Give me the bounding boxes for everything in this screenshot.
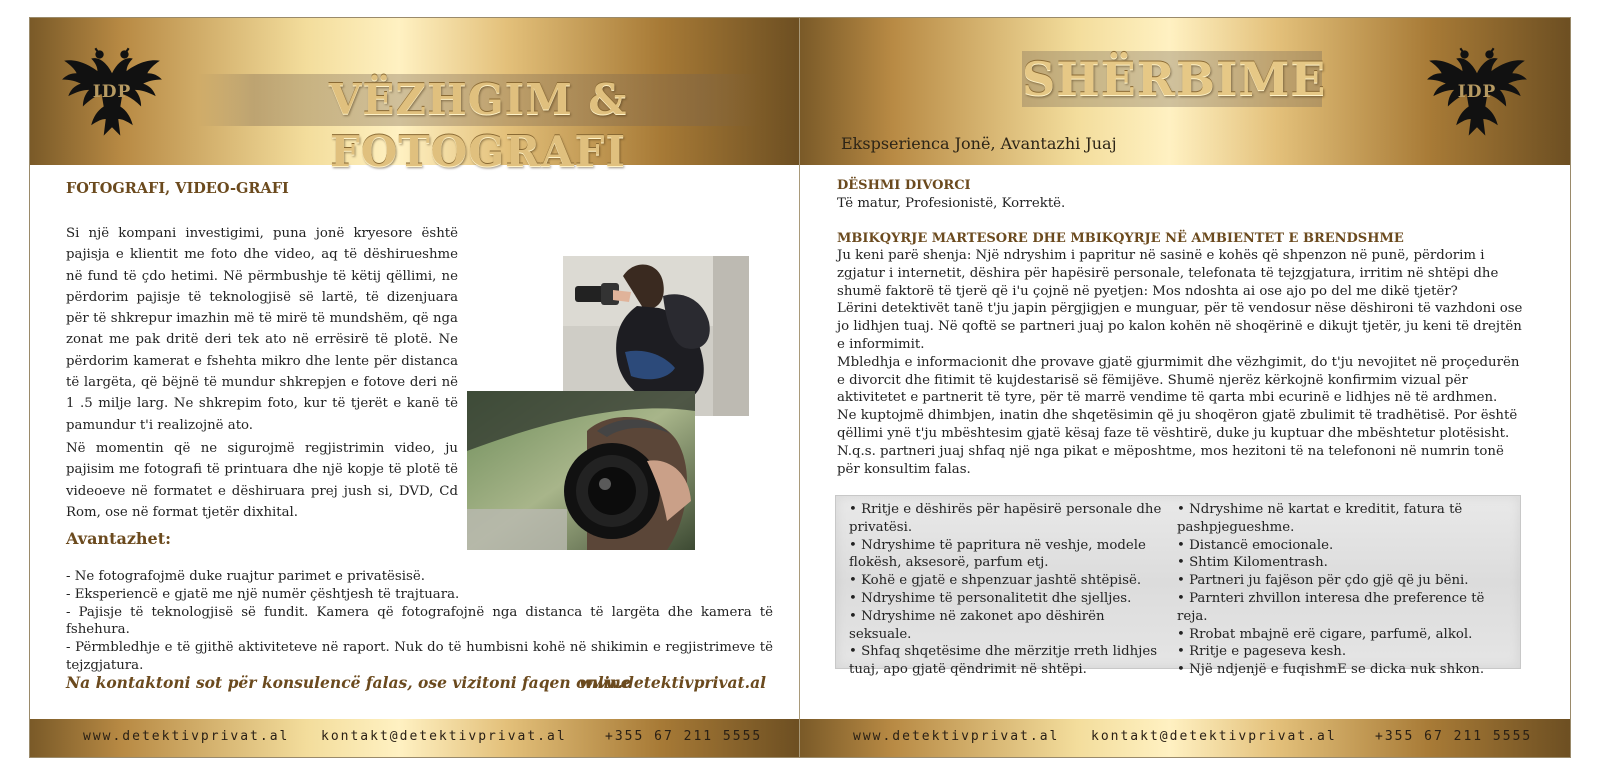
contact-line (66, 673, 766, 692)
right-header (800, 18, 1570, 165)
list-item: • Shtim Kilomentrash. (1177, 555, 1328, 571)
paragraph: Lërini detektivët tanë t'ju japin përgjigjen e munguar, për të vendosur nëse dëshironi të vazhdoni ose jo lidhjen tuaj. Në qoftë se partneri juaj po kalon kohën në shoqërinë e dikujt tjetër, ju keni të drejtën e informimit. (837, 301, 1523, 352)
list-item: - Eksperiencë e gjatë me një numër çështjesh të trajtuara. (66, 586, 460, 602)
man-with-camera-in-car-photo (467, 391, 695, 550)
left-page (30, 18, 800, 757)
left-footer (30, 719, 799, 757)
brochure-spread (29, 17, 1571, 758)
intro-paragraph: Si një kompani investigimi, puna jonë kryesore është pajisja e klientit me foto dhe video, aq të dëshirueshme në fund të çdo hetimi. Në përmbushje të këtij qëllimi, ne përdorim pajisje të teknologjisë së lartë, të dizenjuara për të shkrepur imazhin më të mirë të mundshëm, që nga zonat me pak dritë deri tek ato në errësirë të plotë. Ne përdorim kamerat e fshehta mikro dhe lente për distanca të largëta, që bëjnë të mundur shkrepjen e fotove deri në 1 .5 milje larg. Ne shkrepim foto, kur të tjerët e kanë të pamundur t'i realizojnë ato. (66, 226, 458, 433)
surveillance-heading: MBIKQYRJE MARTESORE DHE MBIKQYRJE NË AMBIENTET E BRENDSHME (837, 231, 1404, 246)
right-footer (800, 719, 1570, 757)
paragraph: Mbledhja e informacionit dhe provave gjatë gjurmimit dhe vëzhgimit, do t'ju nevojitet në proçedurën e divorcit dhe fitimit të kujdestarisë së fëmijëve. Shumë njerëz kërkojnë konfirmim vizual për aktivitetet e partnerit të tyre, për të marrë vendime të qarta mbi ecurinë e lidhjes në të ardhmen. (837, 354, 1520, 406)
page-title: VËZHGIM & FOTOGRAFI (198, 74, 758, 126)
list-item: • Rritje e dëshirës për hapësirë personale dhe privatësi. (849, 502, 1162, 535)
list-item: • Shfaq shqetësime dhe mërzitje rreth lidhjes tuaj, apo gjatë qëndrimit në shtëpi. (849, 644, 1158, 678)
footer-website[interactable]: www.detektivprivat.al (853, 729, 1060, 744)
divorce-tagline: Të matur, Profesionistë, Korrektë. (837, 196, 1066, 211)
list-item: - Ne fotografojmë duke ruajtur parimet e privatësisë. (66, 569, 425, 584)
list-item: • Një ndjenjë e fuqishmE se dicka nuk shkon. (1177, 662, 1485, 678)
website-link[interactable]: www.detektivprivat.al (579, 673, 766, 692)
contact-text: Na kontaktoni sot për konsulencë falas, ose vizitoni faqen online (66, 673, 631, 692)
signs-column-2 (1177, 501, 1517, 679)
section-heading: FOTOGRAFI, VIDEO-GRAFI (66, 180, 289, 197)
left-header (30, 18, 799, 176)
logo-text: IDP (1457, 82, 1497, 102)
right-page (800, 18, 1570, 757)
page-subtitle: Ekspserienca Jonë, Avantazhi Juaj (841, 134, 1117, 153)
footer-website[interactable]: www.detektivprivat.al (83, 729, 290, 744)
list-item: • Ndryshime të personalitetit dhe sjelljes. (849, 590, 1132, 606)
list-item: • Rrobat mbajnë erë cigare, parfumë, alkol. (1177, 626, 1473, 642)
list-item: - Përmbledhje e të gjithë aktiviteteve në raport. Nuk do të humbisni kohë në shikimin e regjistrimeve të tejzgjatura. (66, 640, 773, 673)
surveillance-body (837, 247, 1527, 478)
list-item: • Parnteri zhvillon interesa dhe preference të reja. (1177, 590, 1485, 624)
double-headed-eagle-logo-icon (60, 42, 164, 146)
footer-phone[interactable]: +355 67 211 5555 (605, 729, 763, 744)
footer-email[interactable]: kontakt@detektivprivat.al (321, 729, 567, 744)
video-paragraph: Në momentin që ne sigurojmë regjistrimin video, ju pajisim me fotografi të printuara dhe një kopje të plotë të videoeve në formatet e dëshiruara prej jush si, DVD, Cd Rom, ose në format tjetër dixhital. (66, 441, 458, 520)
advantages-list (66, 568, 773, 675)
signs-column-1 (849, 501, 1167, 679)
paragraph: Ne kuptojmë dhimbjen, inatin dhe shqetësimin që ju shoqëron gjatë zbulimit të tradhëtisë. Por është qëllimi ynë t'ju mbështesim gjatë kësaj faze të vështirë, duke ju kuptuar dhe mbështetur plotësisht. N.q.s. partneri juaj shfaq një nga pikat e mëposhtme, mos hezitoni të na telefononi në numrin tonë për konsultim falas. (837, 408, 1518, 477)
warning-signs-box (835, 495, 1521, 678)
footer-email[interactable]: kontakt@detektivprivat.al (1091, 729, 1337, 744)
page-title: SHËRBIME (1022, 52, 1327, 106)
list-item: • Ndryshime në zakonet apo dëshirën seksuale. (849, 608, 1105, 642)
list-item: • Ndryshime të papritura në veshje, modele flokësh, aksesorë, parfum etj. (849, 537, 1146, 571)
paragraph: Ju keni parë shenja: Një ndryshim i papritur në sasinë e kohës që shpenzon në punë, përdorim i zgjatur i internetit, dëshira për hapësirë personale, telefonata të tejzgjatura, irritim në shtëpi dhe shumë faktorë të tjerë që i'u çojnë në pyetjen: Mos ndoshta ai ose ajo po del me dikë tjetër? (837, 248, 1499, 299)
footer-phone[interactable]: +355 67 211 5555 (1375, 729, 1533, 744)
list-item: - Pajisje të teknologjisë së fundit. Kamera që fotografojnë nga distanca të largëta dhe kamera të fshehura. (66, 604, 773, 638)
double-headed-eagle-logo-icon (1425, 42, 1529, 146)
list-item: • Rritje e pageseva kesh. (1177, 644, 1347, 660)
list-item: • Distancë emocionale. (1177, 537, 1334, 553)
logo-text: IDP (92, 82, 132, 102)
list-item: • Ndryshime në kartat e kreditit, fatura të pashpjegueshme. (1177, 502, 1463, 535)
list-item: • Partneri ju fajëson për çdo gjë që ju bëni. (1177, 573, 1469, 589)
list-item: • Kohë e gjatë e shpenzuar jashtë shtëpisë. (849, 573, 1142, 589)
divorce-heading: DËSHMI DIVORCI (837, 178, 971, 193)
advantages-heading: Avantazhet: (66, 529, 172, 548)
